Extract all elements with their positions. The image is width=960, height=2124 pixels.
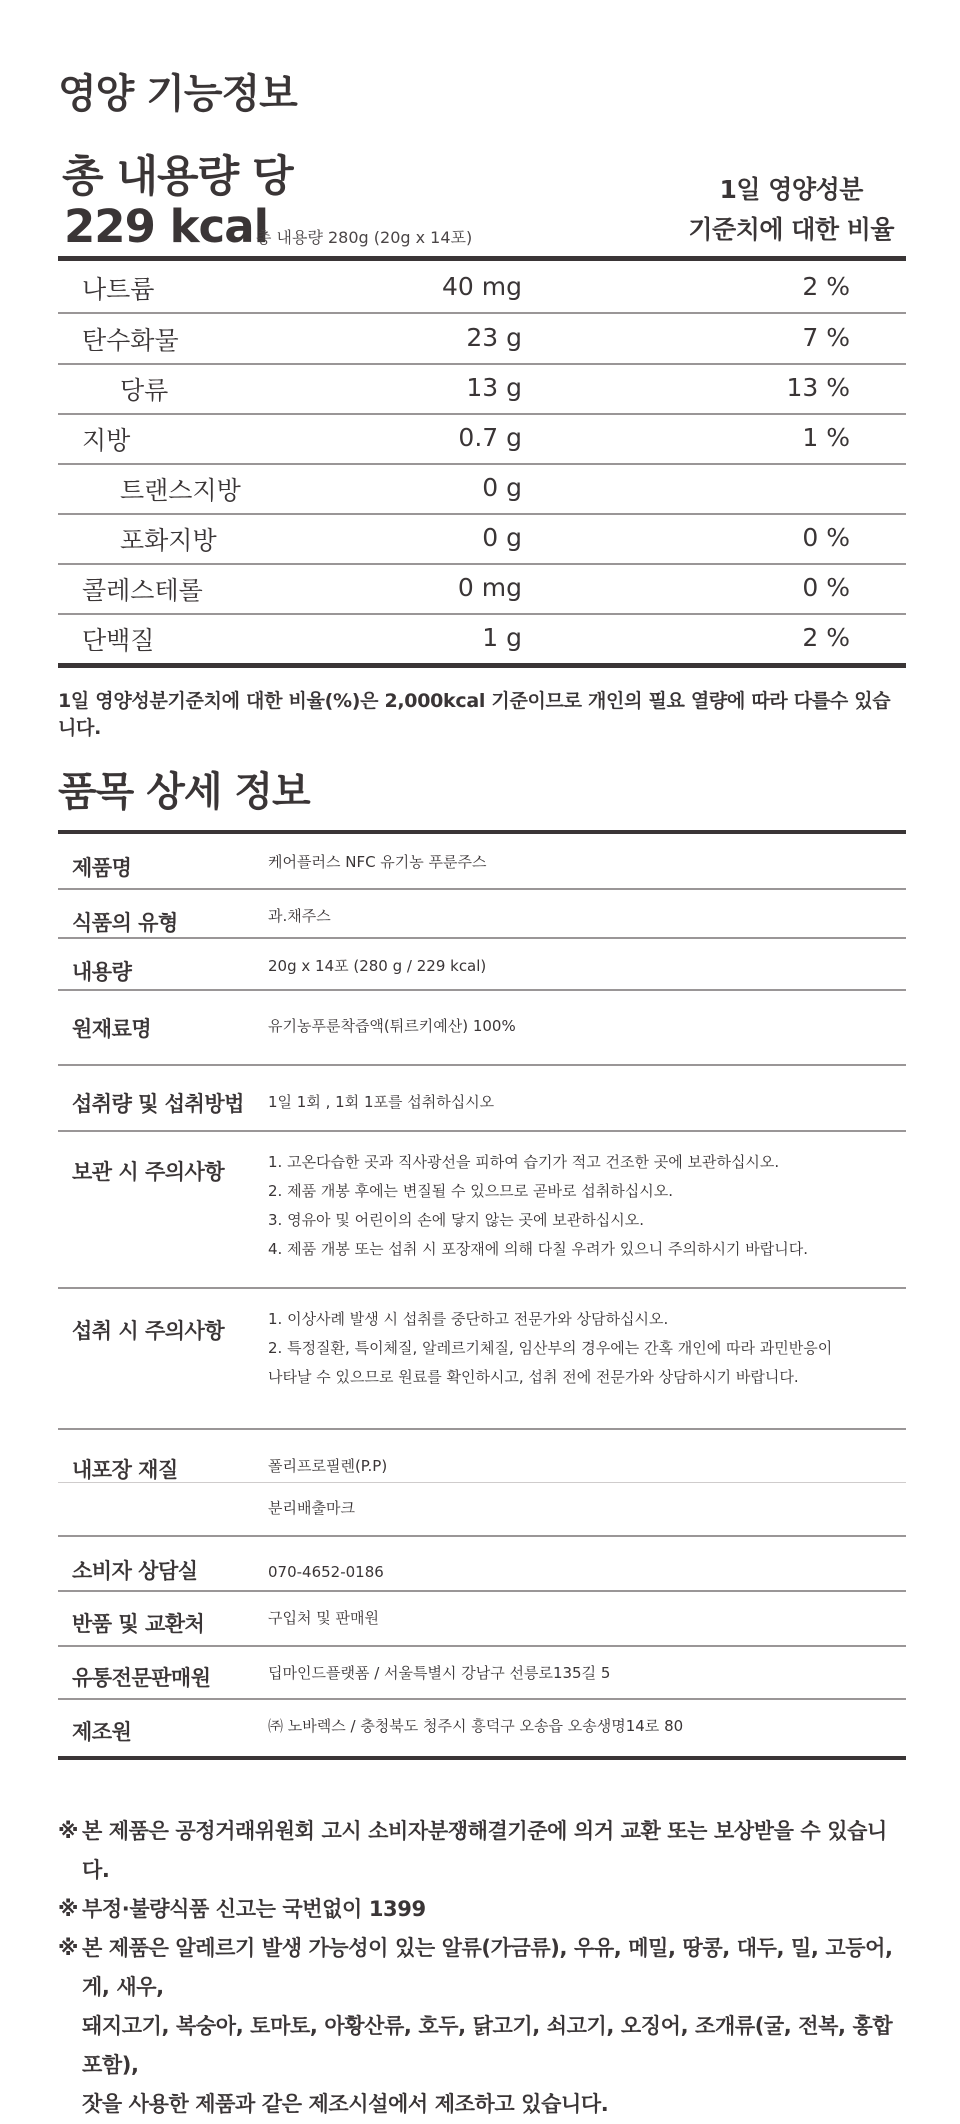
nutrition-row [58,313,906,363]
detail-value-line: 분리배출마크 [268,1499,355,1517]
detail-value-line: 070-4652-0186 [268,1563,384,1581]
nutrient-amount: 0.7 g [458,423,522,452]
detail-row [58,1064,906,1130]
detail-label: 보관 시 주의사항 [72,1160,225,1184]
detail-row [58,1590,906,1645]
detail-value-line: 1일 1회 , 1회 1포를 섭취하십시오 [268,1093,495,1111]
detail-row [58,834,906,888]
nutrition-footnote: 1일 영양성분기준치에 대한 비율(%)은 2,000kcal 기준이므로 개인의 필요 열량에 따라 다를수 있습니다. [58,690,891,739]
nutrient-daily-value: 2 % [802,623,850,652]
notice-line [58,2085,906,2124]
nutrition-row [58,563,906,613]
detail-value [268,1088,494,1117]
nutrient-name: 콜레스테롤 [82,576,203,605]
detail-row [58,1535,906,1590]
detail-label: 제품명 [72,856,132,880]
detail-value [268,1148,808,1264]
detail-value-line: ㈜ 노바렉스 / 충청북도 청주시 흥덕구 오송읍 오송생명14로 80 [268,1717,684,1735]
detail-label: 섭취량 및 섭취방법 [72,1092,244,1116]
detail-label: 내용량 [72,960,132,984]
detail-value-line: 나타날 수 있으므로 원료를 확인하시고, 섭취 전에 전문가와 상담하시기 바랍니다. [268,1368,799,1386]
detail-row [58,1287,906,1428]
nutrition-bottom-rule [58,663,906,668]
detail-bottom-rule [58,1756,906,1760]
dv-header-line1: 1일 영양성분 [719,175,863,204]
detail-title: 품목 상세 정보 [58,769,310,815]
nutrient-amount: 23 g [466,323,522,352]
notice-line [58,2007,906,2085]
nutrition-row [58,262,906,312]
nutrient-name: 당류 [120,376,169,405]
nutrition-row [58,463,906,513]
nutrition-row [58,613,906,663]
nutrient-daily-value: 7 % [802,323,850,352]
daily-value-header [688,170,894,250]
notice-line [58,1929,906,2007]
detail-value [268,1452,387,1481]
nutrition-top-rule [58,256,906,261]
detail-value [268,1659,610,1688]
notice-text: 잣을 사용한 제품과 같은 제조시설에서 제조하고 있습니다. [82,2092,609,2116]
detail-value-line: 유기농푸룬착즙액(튀르키예산) 100% [268,1017,516,1035]
detail-value-line: 과.채주스 [268,907,331,925]
serving-title: 총 내용량 당 [62,152,293,202]
detail-value [268,1305,832,1392]
detail-label: 내포장 재질 [72,1458,178,1482]
dv-header-line2: 기준치에 대한 비율 [688,215,894,244]
notice-mark: ※ [58,1936,79,1960]
detail-value-line: 1. 고온다습한 곳과 직사광선을 피하여 습기가 적고 건조한 곳에 보관하십시오. [268,1153,780,1171]
nutrient-amount: 1 g [482,623,522,652]
notice-text: 본 제품은 알레르기 발생 가능성이 있는 알류(가금류), 우유, 메밀, 땅콩, 대두, 밀, 고등어, 게, 새우, [82,1936,893,1999]
nutrient-amount: 40 mg [442,272,522,301]
detail-value-line: 딥마인드플랫폼 / 서울특별시 강남구 선릉로135길 5 [268,1664,611,1682]
nutrition-row [58,413,906,463]
serving-note: 총 내용량 280g (20g x 14포) [256,228,473,247]
calories-value: 229 kcal [64,200,268,253]
nutrient-name: 나트륨 [82,275,155,304]
detail-label: 소비자 상담실 [72,1559,198,1583]
detail-row [58,1130,906,1287]
detail-label: 제조원 [72,1720,132,1744]
notice-line [58,1890,906,1929]
detail-label: 원재료명 [72,1017,152,1041]
detail-row [58,989,906,1064]
detail-value-line: 3. 영유아 및 어린이의 손에 닿지 않는 곳에 보관하십시오. [268,1211,645,1229]
detail-value-line: 구입처 및 판매원 [268,1609,379,1627]
nutrient-daily-value: 0 % [802,523,850,552]
nutrient-name: 단백질 [82,626,155,655]
notice-line [58,1812,906,1890]
detail-value [268,952,486,981]
detail-value [268,848,487,877]
nutrient-amount: 0 g [482,523,522,552]
nutrition-row [58,363,906,413]
detail-row [58,888,906,937]
detail-value-line: 케어플러스 NFC 유기농 푸룬주스 [268,853,487,871]
notice-text: 돼지고기, 복숭아, 토마토, 아황산류, 호두, 닭고기, 쇠고기, 오징어, 조개류(굴, 전복, 홍합 포함), [82,2014,893,2077]
notice-text: 부정·불량식품 신고는 국번없이 1399 [82,1897,426,1921]
detail-value-line: 20g x 14포 (280 g / 229 kcal) [268,957,487,975]
detail-value [268,1712,683,1741]
detail-row [58,1698,906,1756]
detail-row [58,1482,906,1535]
detail-value [268,1604,379,1633]
detail-value [268,1558,384,1587]
nutrition-title: 영양 기능정보 [58,71,297,117]
nutrient-amount: 13 g [466,373,522,402]
nutrient-daily-value: 1 % [802,423,850,452]
detail-label: 유통전문판매원 [72,1666,211,1690]
nutrient-amount: 0 mg [457,573,522,602]
detail-value-line: 1. 이상사례 발생 시 섭취를 중단하고 전문가와 상담하십시오. [268,1310,669,1328]
notice-mark: ※ [58,1897,79,1921]
detail-value [268,1012,516,1041]
nutrient-name: 포화지방 [120,526,217,555]
detail-value-line: 폴리프로필렌(P.P) [268,1457,388,1475]
detail-row [58,1428,906,1482]
nutrient-name: 지방 [82,426,131,455]
detail-label: 반품 및 교환처 [72,1612,205,1636]
detail-value [268,902,331,931]
nutrient-daily-value: 2 % [802,272,850,301]
nutrient-name: 탄수화물 [82,326,179,355]
detail-row [58,1645,906,1698]
notices [58,1812,906,2124]
nutrient-daily-value: 0 % [802,573,850,602]
detail-value-line: 4. 제품 개봉 또는 섭취 시 포장재에 의해 다칠 우려가 있으니 주의하시기 바랍니다. [268,1240,808,1258]
detail-label: 식품의 유형 [72,911,178,935]
detail-value-line: 2. 제품 개봉 후에는 변질될 수 있으므로 곧바로 섭취하십시오. [268,1182,673,1200]
nutrition-row [58,513,906,563]
detail-value-line: 2. 특정질환, 특이체질, 알레르기체질, 임산부의 경우에는 간혹 개인에 따라 과민반응이 [268,1339,833,1357]
nutrient-daily-value: 13 % [786,373,850,402]
notice-text: 본 제품은 공정거래위원회 고시 소비자분쟁해결기준에 의거 교환 또는 보상받을 수 있습니다. [82,1819,887,1882]
nutrient-amount: 0 g [482,473,522,502]
notice-mark: ※ [58,1819,79,1843]
detail-row [58,937,906,989]
detail-value [268,1494,355,1523]
detail-label: 섭취 시 주의사항 [72,1319,225,1343]
nutrient-name: 트랜스지방 [120,476,241,505]
